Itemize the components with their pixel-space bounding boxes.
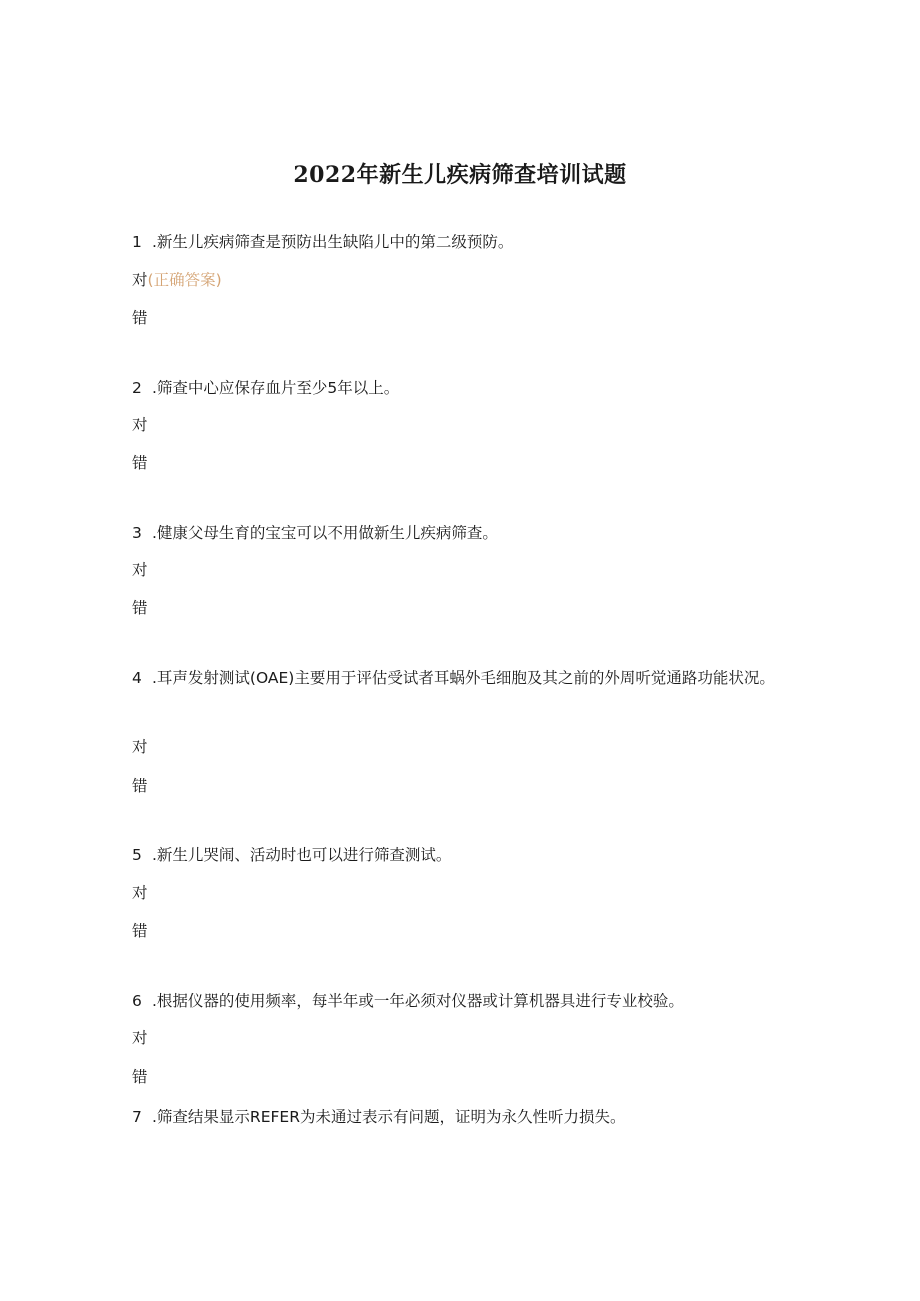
option-label: 错 <box>132 777 148 795</box>
question-text: .筛查结果显示REFER为未通过表示有问题，证明为永久性听力损失。 <box>152 1108 626 1126</box>
question-4-option-false[interactable] <box>132 776 148 796</box>
question-3-option-true[interactable] <box>132 560 148 580</box>
question-2 <box>132 373 399 403</box>
question-number: 7 <box>132 1108 142 1126</box>
question-text: .根据仪器的使用频率，每半年或一年必须对仪器或计算机器具进行专业校验。 <box>152 992 684 1010</box>
question-5-option-false[interactable] <box>132 921 148 941</box>
question-text: .新生儿疾病筛查是预防出生缺陷儿中的第二级预防。 <box>152 233 514 251</box>
question-6 <box>132 986 684 1016</box>
option-label: 对 <box>132 738 148 756</box>
question-5-option-true[interactable] <box>132 883 148 903</box>
option-label: 错 <box>132 454 148 472</box>
question-3-option-false[interactable] <box>132 598 148 618</box>
question-text: .耳声发射测试(OAE)主要用于评估受试者耳蜗外毛细胞及其之前的外周听觉通路功能状况。 <box>152 669 775 687</box>
question-1 <box>132 227 513 257</box>
question-4-option-true[interactable] <box>132 737 148 757</box>
option-label: 错 <box>132 1068 148 1086</box>
question-3 <box>132 518 498 548</box>
question-text: .健康父母生育的宝宝可以不用做新生儿疾病筛查。 <box>152 524 498 542</box>
question-7 <box>132 1102 625 1132</box>
question-2-option-true[interactable] <box>132 415 148 435</box>
option-label: 错 <box>132 309 148 327</box>
question-text: .筛查中心应保存血片至少5年以上。 <box>152 379 400 397</box>
question-number: 6 <box>132 992 142 1010</box>
question-number: 5 <box>132 846 142 864</box>
question-1-option-true[interactable] <box>132 270 222 290</box>
option-label: 对 <box>132 561 148 579</box>
correct-answer-mark: (正确答案) <box>147 271 222 289</box>
question-number: 2 <box>132 379 142 397</box>
option-label: 错 <box>132 922 148 940</box>
option-label: 对 <box>132 884 148 902</box>
question-5 <box>132 840 451 870</box>
question-number: 1 <box>132 233 142 251</box>
question-number: 3 <box>132 524 142 542</box>
option-label: 对 <box>132 1029 148 1047</box>
question-number: 4 <box>132 669 142 687</box>
question-2-option-false[interactable] <box>132 453 148 473</box>
option-label: 对 <box>132 271 148 289</box>
question-text: .新生儿哭闹、活动时也可以进行筛查测试。 <box>152 846 452 864</box>
question-6-option-true[interactable] <box>132 1028 148 1048</box>
question-1-option-false[interactable] <box>132 308 148 328</box>
option-label: 错 <box>132 599 148 617</box>
question-6-option-false[interactable] <box>132 1067 148 1087</box>
question-4 <box>132 663 782 693</box>
document-title: 2022年新生儿疾病筛查培训试题 <box>293 162 627 188</box>
option-label: 对 <box>132 416 148 434</box>
